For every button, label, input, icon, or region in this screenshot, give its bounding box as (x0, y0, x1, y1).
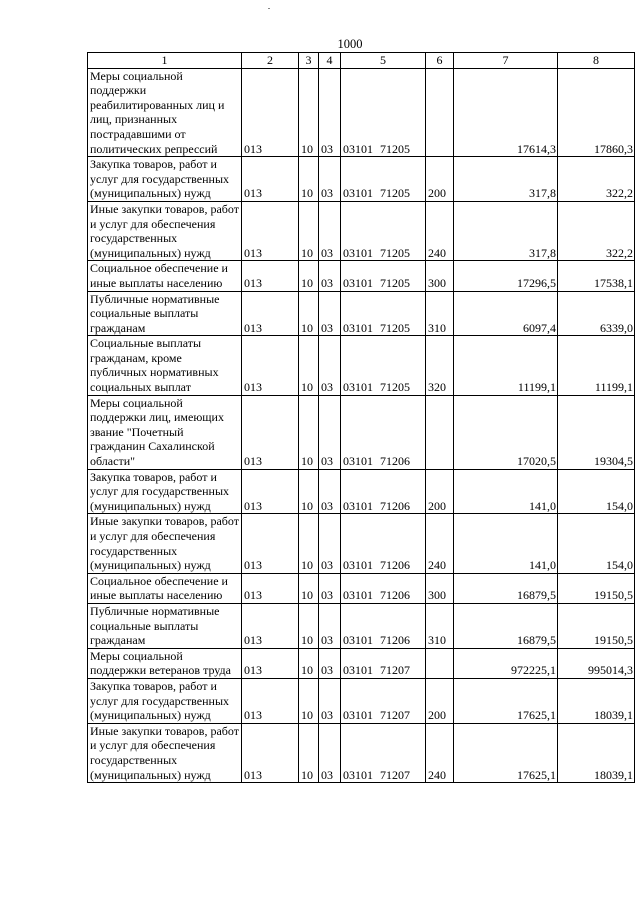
section-code-cell: 10 (299, 68, 319, 157)
amount-year2-cell: 19150,5 (558, 573, 635, 603)
table-row (88, 603, 635, 648)
ministry-code-cell: 013 (242, 157, 299, 202)
ministry-code-cell: 013 (242, 573, 299, 603)
csr-program-code: 03101 (343, 663, 373, 678)
csr-program-code: 03101 (343, 245, 373, 260)
section-code-cell: 10 (299, 573, 319, 603)
expense-type-cell: 200 (426, 678, 454, 723)
amount-year2-cell: 11199,1 (558, 336, 635, 395)
expense-type-cell: 240 (426, 201, 454, 260)
csr-direction-code: 71205 (380, 380, 410, 395)
section-code-cell: 10 (299, 603, 319, 648)
target-article-cell (341, 291, 426, 336)
amount-year1-cell: 17614,3 (454, 68, 558, 157)
table-row (88, 157, 635, 202)
subsection-code-cell: 03 (319, 201, 341, 260)
expense-type-cell: 240 (426, 514, 454, 573)
ministry-code-cell: 013 (242, 68, 299, 157)
header-cell: 7 (454, 53, 558, 69)
csr-program-code: 03101 (343, 767, 373, 782)
section-code-cell: 10 (299, 395, 319, 469)
amount-year2-cell: 19150,5 (558, 603, 635, 648)
amount-year1-cell: 16879,5 (454, 573, 558, 603)
item-name-cell: Публичные нормативные социальные выплаты гражданам (88, 291, 242, 336)
amount-year1-cell: 17625,1 (454, 678, 558, 723)
expense-type-cell (426, 68, 454, 157)
table-row (88, 469, 635, 514)
csr-direction-code: 71207 (380, 767, 410, 782)
target-article-cell (341, 648, 426, 678)
target-article-cell (341, 201, 426, 260)
amount-year1-cell: 6097,4 (454, 291, 558, 336)
item-name-cell: Закупка товаров, работ и услуг для государственных (муниципальных) нужд (88, 678, 242, 723)
csr-direction-code: 71205 (380, 245, 410, 260)
target-article-cell (341, 68, 426, 157)
amount-year2-cell: 19304,5 (558, 395, 635, 469)
subsection-code-cell: 03 (319, 648, 341, 678)
expense-type-cell: 200 (426, 469, 454, 514)
csr-direction-code: 71205 (380, 186, 410, 201)
budget-table (87, 52, 635, 783)
subsection-code-cell: 03 (319, 469, 341, 514)
subsection-code-cell: 03 (319, 395, 341, 469)
subsection-code-cell: 03 (319, 678, 341, 723)
item-name-cell: Публичные нормативные социальные выплаты гражданам (88, 603, 242, 648)
csr-program-code: 03101 (343, 708, 373, 723)
section-code-cell: 10 (299, 201, 319, 260)
amount-year2-cell: 18039,1 (558, 723, 635, 782)
header-cell: 1 (88, 53, 242, 69)
ministry-code-cell: 013 (242, 336, 299, 395)
item-name-cell: Меры социальной поддержки лиц, имеющих звание "Почетный гражданин Сахалинской области" (88, 395, 242, 469)
table-row (88, 336, 635, 395)
table-row (88, 68, 635, 157)
section-code-cell: 10 (299, 678, 319, 723)
amount-year1-cell: 317,8 (454, 157, 558, 202)
amount-year1-cell: 11199,1 (454, 336, 558, 395)
ministry-code-cell: 013 (242, 201, 299, 260)
csr-direction-code: 71206 (380, 498, 410, 513)
target-article-cell (341, 678, 426, 723)
section-code-cell: 10 (299, 336, 319, 395)
target-article-cell (341, 573, 426, 603)
amount-year1-cell: 141,0 (454, 514, 558, 573)
amount-year2-cell: 154,0 (558, 514, 635, 573)
amount-year2-cell: 154,0 (558, 469, 635, 514)
subsection-code-cell: 03 (319, 573, 341, 603)
ministry-code-cell: 013 (242, 648, 299, 678)
amount-year2-cell: 995014,3 (558, 648, 635, 678)
csr-direction-code: 71206 (380, 454, 410, 469)
item-name-cell: Иные закупки товаров, работ и услуг для обеспечения государственных (муниципальных) нужд (88, 201, 242, 260)
amount-year1-cell: 16879,5 (454, 603, 558, 648)
ministry-code-cell: 013 (242, 603, 299, 648)
amount-year1-cell: 972225,1 (454, 648, 558, 678)
section-code-cell: 10 (299, 514, 319, 573)
section-code-cell: 10 (299, 261, 319, 291)
expense-type-cell (426, 648, 454, 678)
target-article-cell (341, 395, 426, 469)
subsection-code-cell: 03 (319, 723, 341, 782)
subsection-code-cell: 03 (319, 336, 341, 395)
amount-year1-cell: 17625,1 (454, 723, 558, 782)
expense-type-cell: 310 (426, 603, 454, 648)
amount-year1-cell: 17296,5 (454, 261, 558, 291)
subsection-code-cell: 03 (319, 157, 341, 202)
amount-year2-cell: 17860,3 (558, 68, 635, 157)
csr-direction-code: 71207 (380, 708, 410, 723)
target-article-cell (341, 469, 426, 514)
csr-program-code: 03101 (343, 320, 373, 335)
table-row (88, 261, 635, 291)
csr-program-code: 03101 (343, 380, 373, 395)
header-cell: 3 (299, 53, 319, 69)
csr-direction-code: 71205 (380, 275, 410, 290)
table-body (88, 68, 635, 783)
header-cell: 5 (341, 53, 426, 69)
subsection-code-cell: 03 (319, 261, 341, 291)
expense-type-cell: 200 (426, 157, 454, 202)
ministry-code-cell: 013 (242, 514, 299, 573)
item-name-cell: Меры социальной поддержки ветеранов труда (88, 648, 242, 678)
csr-program-code: 03101 (343, 275, 373, 290)
target-article-cell (341, 157, 426, 202)
amount-year1-cell: 317,8 (454, 201, 558, 260)
item-name-cell: Социальное обеспечение и иные выплаты населению (88, 573, 242, 603)
target-article-cell (341, 514, 426, 573)
csr-direction-code: 71205 (380, 320, 410, 335)
table-row (88, 573, 635, 603)
csr-program-code: 03101 (343, 633, 373, 648)
section-code-cell: 10 (299, 157, 319, 202)
amount-year2-cell: 322,2 (558, 157, 635, 202)
expense-type-cell (426, 395, 454, 469)
subsection-code-cell: 03 (319, 291, 341, 336)
target-article-cell (341, 723, 426, 782)
expense-type-cell: 310 (426, 291, 454, 336)
expense-type-cell: 300 (426, 573, 454, 603)
expense-type-cell: 320 (426, 336, 454, 395)
item-name-cell: Иные закупки товаров, работ и услуг для обеспечения государственных (муниципальных) нужд (88, 723, 242, 782)
scan-speck (268, 8, 270, 9)
csr-program-code: 03101 (343, 498, 373, 513)
ministry-code-cell: 013 (242, 291, 299, 336)
amount-year2-cell: 322,2 (558, 201, 635, 260)
amount-year2-cell: 17538,1 (558, 261, 635, 291)
csr-program-code: 03101 (343, 186, 373, 201)
header-cell: 2 (242, 53, 299, 69)
header-cell: 4 (319, 53, 341, 69)
ministry-code-cell: 013 (242, 723, 299, 782)
header-cell: 8 (558, 53, 635, 69)
page-number: 1000 (337, 37, 363, 51)
item-name-cell: Социальные выплаты гражданам, кроме публичных нормативных социальных выплат (88, 336, 242, 395)
header-row (88, 53, 635, 69)
csr-direction-code: 71206 (380, 558, 410, 573)
amount-year1-cell: 17020,5 (454, 395, 558, 469)
table-row (88, 648, 635, 678)
csr-direction-code: 71206 (380, 588, 410, 603)
item-name-cell: Закупка товаров, работ и услуг для государственных (муниципальных) нужд (88, 469, 242, 514)
csr-direction-code: 71206 (380, 633, 410, 648)
table-row (88, 395, 635, 469)
target-article-cell (341, 603, 426, 648)
ministry-code-cell: 013 (242, 469, 299, 514)
csr-direction-code: 71207 (380, 663, 410, 678)
ministry-code-cell: 013 (242, 678, 299, 723)
target-article-cell (341, 261, 426, 291)
table-row (88, 514, 635, 573)
table-row (88, 678, 635, 723)
section-code-cell: 10 (299, 291, 319, 336)
section-code-cell: 10 (299, 648, 319, 678)
csr-program-code: 03101 (343, 558, 373, 573)
expense-type-cell: 300 (426, 261, 454, 291)
amount-year2-cell: 6339,0 (558, 291, 635, 336)
amount-year2-cell: 18039,1 (558, 678, 635, 723)
amount-year1-cell: 141,0 (454, 469, 558, 514)
header-cell: 6 (426, 53, 454, 69)
ministry-code-cell: 013 (242, 261, 299, 291)
csr-direction-code: 71205 (380, 141, 410, 156)
csr-program-code: 03101 (343, 588, 373, 603)
item-name-cell: Социальное обеспечение и иные выплаты населению (88, 261, 242, 291)
item-name-cell: Меры социальной поддержки реабилитированных лиц и лиц, признанных пострадавшими от политических репрессий (88, 68, 242, 157)
table-row (88, 291, 635, 336)
subsection-code-cell: 03 (319, 514, 341, 573)
target-article-cell (341, 336, 426, 395)
table-row (88, 201, 635, 260)
ministry-code-cell: 013 (242, 395, 299, 469)
section-code-cell: 10 (299, 723, 319, 782)
csr-program-code: 03101 (343, 141, 373, 156)
csr-program-code: 03101 (343, 454, 373, 469)
section-code-cell: 10 (299, 469, 319, 514)
subsection-code-cell: 03 (319, 68, 341, 157)
table-row (88, 723, 635, 782)
expense-type-cell: 240 (426, 723, 454, 782)
subsection-code-cell: 03 (319, 603, 341, 648)
item-name-cell: Иные закупки товаров, работ и услуг для обеспечения государственных (муниципальных) нужд (88, 514, 242, 573)
item-name-cell: Закупка товаров, работ и услуг для государственных (муниципальных) нужд (88, 157, 242, 202)
